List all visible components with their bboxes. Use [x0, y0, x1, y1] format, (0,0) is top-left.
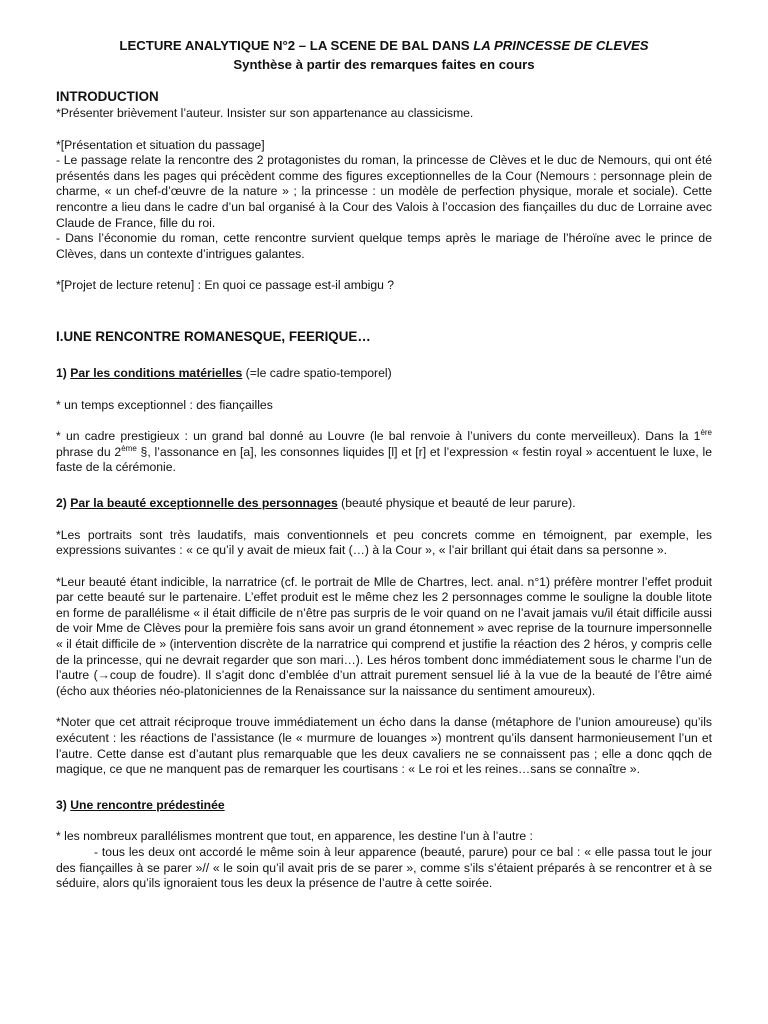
introduction-heading: INTRODUCTION	[56, 89, 159, 104]
part1-heading: I.UNE RENCONTRE ROMANESQUE, FEERIQUE…	[56, 328, 371, 344]
setting-sup-1: ère	[700, 428, 712, 438]
document-subtitle: Synthèse à partir des remarques faites en cours	[233, 57, 535, 72]
setting-text-c: §, l’assonance en [a], les consonnes liquides [l] et [r] et l’expression « festin royal » accentuent le luxe, le faste de la cérémonie.	[56, 444, 713, 475]
setting-text-b: phrase du 2	[56, 444, 122, 459]
section-3-heading	[56, 798, 712, 814]
document-title	[56, 36, 712, 55]
section-3-paragraph-parallelisms: * les nombreux parallélismes montrent que tout, en apparence, les destine l’un à l’autre :	[56, 829, 533, 844]
section-2-title: Par la beauté exceptionnelle des personnages	[70, 495, 338, 510]
section-2-paragraph-beauty: *Leur beauté étant indicible, la narratrice (cf. le portrait de Mlle de Chartres, lect. anal. n°1) préfère montrer l’effet produit par cette beauté sur le partenaire. L’effet produit est le même chez les 2 personnages comme le souligne la double litote en forme de parallélisme « il était difficile de n’être pas surpris de le voir quand on ne l’avait jamais vu/il était difficile aussi de voir Mme de Clèves pour la première fois sans avoir un grand étonnement » avec reprise de la tournure impersonnelle « il était difficile de » (intervention discrète de la narratrice qui comprend et justifie la réaction des 2 héros, y compris celle de la princesse, qui ne devrait regarder que son mari…). Les héros tombent donc immédiatement sous le charme l’un de l’autre (→coup de foudre). Il s’agit donc d’emblée d’un attrait purement sensuel lié à la vue de la beauté de l’être aimé (écho aux théories néo-platoniciennes de la Renaissance sur la naissance du sentiment amoureux).	[56, 574, 712, 698]
section-1-rest: (=le cadre spatio-temporel)	[242, 365, 392, 380]
section-1-paragraph-setting	[56, 429, 712, 476]
section-2-rest: (beauté physique et beauté de leur parure).	[337, 495, 576, 510]
section-3-number: 3)	[56, 797, 71, 812]
intro-label-presentation: *[Présentation et situation du passage]	[56, 137, 265, 152]
section-2-paragraph-portraits: *Les portraits sont très laudatifs, mais conventionnels et peu concrets comme en témoignent, par exemple, les expressions suivantes : « ce qu’il y avait de mieux fait (…) à la Cour », « l’air brillant qui était dans sa personne ».	[56, 527, 712, 558]
section-2-number: 2)	[56, 495, 71, 510]
intro-paragraph-author: *Présenter brièvement l’auteur. Insister sur son appartenance au classicisme.	[56, 106, 474, 120]
section-2-paragraph-dance: *Noter que cet attrait réciproque trouve immédiatement un écho dans la danse (métaphore de l’union amoureuse) qu’ils exécutent : les réactions de l’assistance (le « murmure de louanges ») montrent qu’ils dansent harmonieusement l’un et l’autre. Cette danse est d’autant plus remarquable que les deux cavaliers ne se connaissent pas ; elle a donc qqch de magique, ce que ne manquent pas de remarquer les courtisans : « Le roi et les reines…sans se connaître ».	[56, 715, 712, 777]
section-3-title: Une rencontre prédestinée	[70, 797, 225, 812]
setting-text-a: * un cadre prestigieux : un grand bal donné au Louvre (le bal renvoie à l’univers du conte merveilleux). Dans la 1	[56, 429, 701, 444]
section-1-number: 1)	[56, 365, 71, 380]
title-main: LECTURE ANALYTIQUE N°2 – LA SCENE DE BAL DANS	[119, 38, 474, 53]
intro-paragraph-project: *[Projet de lecture retenu] : En quoi ce passage est-il ambigu ?	[56, 278, 395, 293]
section-3-paragraph-care: - tous les deux ont accordé le même soin à leur apparence (beauté, parure) pour ce bal : « elle passa tout le jour des fiançailles à se parer »// « le soin qu’il avait pris de se parer », comme s’ils s’étaient préparés à se rencontrer et à se séduire, alors qu’ils ignoraient tous les deux la présence de l’autre à cette soirée.	[56, 845, 712, 891]
section-1-paragraph-time: * un temps exceptionnel : des fiançailles	[56, 397, 273, 412]
intro-paragraph-economy: - Dans l’économie du roman, cette rencontre survient quelque temps après le mariage de l’héroïne avec le prince de Clèves, dans un contexte d’intrigues galantes.	[56, 231, 712, 261]
section-2-heading	[56, 496, 712, 512]
setting-sup-2: ème	[121, 443, 137, 453]
title-italic: LA PRINCESSE DE CLEVES	[473, 38, 649, 53]
intro-paragraph-presentation: - Le passage relate la rencontre des 2 protagonistes du roman, la princesse de Clèves et le duc de Nemours, qui ont été présentés dans les pages qui précèdent comme des figures exceptionnelles de la Cour (Nemours : personnage plein de charme, « un chef-d’œuvre de la nature » ; la princesse : un modèle de perfection physique, morale et sociale). Cette rencontre a lieu dans le cadre d’un bal organisé à la Cour des Valois à l’occasion des fiançailles du duc de Lorraine avec Claude de France, fille du roi.	[56, 153, 712, 230]
section-1-title: Par les conditions matérielles	[70, 365, 243, 380]
section-1-heading	[56, 366, 712, 382]
